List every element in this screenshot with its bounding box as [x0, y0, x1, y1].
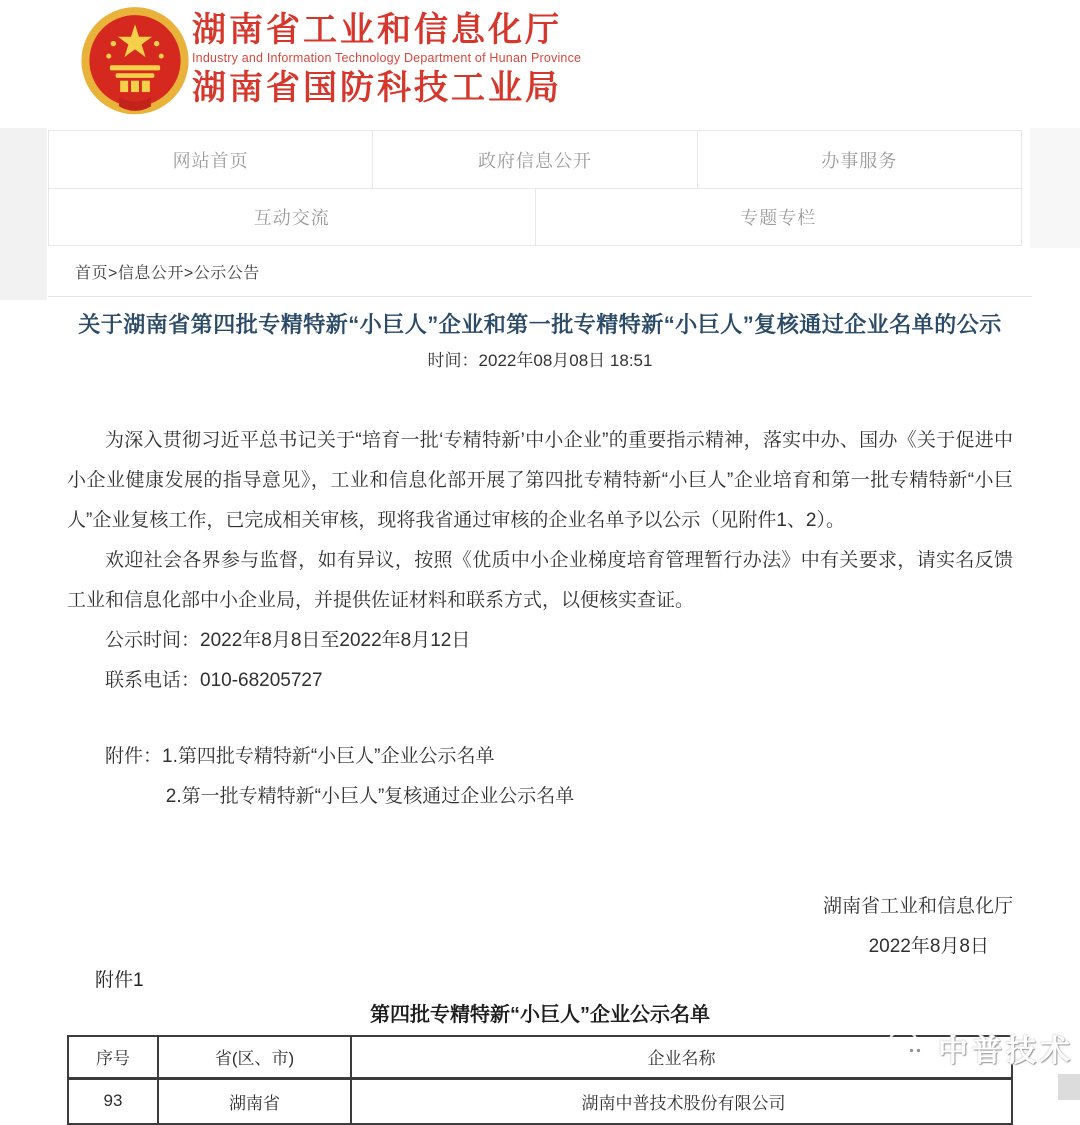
cell-index: 93 — [68, 1078, 158, 1124]
cell-province: 湖南省 — [158, 1078, 351, 1124]
main-nav — [48, 130, 1022, 246]
table-row — [68, 1078, 1012, 1124]
attachment-line-1: 附件：1.第四批专精特新“小巨人”企业公示名单 — [105, 746, 495, 767]
watermark-text: 中普技术 — [938, 1035, 1074, 1068]
attachment-line-2: 2.第一批专精特新“小巨人”复核通过企业公示名单 — [165, 786, 575, 807]
header-cell-company: 企业名称 — [351, 1036, 1012, 1078]
annex-label: 附件1 — [95, 970, 144, 991]
national-emblem-icon — [78, 6, 192, 120]
table-header-row — [68, 1036, 1012, 1078]
signer-org: 湖南省工业和信息化厅 — [822, 896, 1013, 917]
article-title: 关于湖南省第四批专精特新“小巨人”企业和第一批专精特新“小巨人”复核通过企业名单的公示 — [78, 312, 1002, 337]
org-title-block — [192, 10, 581, 109]
contact-phone: 联系电话：010-68205727 — [105, 670, 323, 691]
breadcrumb[interactable]: 首页>信息公开>公示公告 — [75, 265, 260, 282]
nav-row-1 — [49, 131, 1021, 188]
nav-item-special-columns[interactable]: 专题专栏 — [535, 189, 1022, 245]
annex-table-title: 第四批专精特新“小巨人”企业公示名单 — [370, 1004, 710, 1026]
signature-block — [67, 887, 1013, 967]
org-subtitle-en: Industry and Information Technology Department of Hunan Province — [192, 51, 582, 65]
annex-table — [67, 1035, 1013, 1125]
header-cell-index: 序号 — [68, 1036, 158, 1078]
cell-company: 湖南中普技术股份有限公司 — [351, 1078, 1012, 1124]
article — [0, 310, 1080, 1125]
header-cell-province: 省(区、市) — [158, 1036, 351, 1078]
notice-period: 公示时间：2022年8月8日至2022年8月12日 — [105, 630, 471, 651]
sign-date: 2022年8月8日 — [868, 936, 989, 957]
paragraph-2: 欢迎社会各界参与监督，如有异议，按照《优质中小企业梯度培育管理暂行办法》中有关要求，请实名反馈工业和信息化部中小企业局，并提供佐证材料和联系方式，以便核实查证。 — [67, 550, 1013, 611]
nav-item-services[interactable]: 办事服务 — [697, 131, 1021, 188]
nav-item-gov-info[interactable]: 政府信息公开 — [372, 131, 696, 188]
nav-row-2 — [49, 188, 1021, 245]
left-gutter — [0, 128, 47, 300]
breadcrumb-bar — [48, 246, 1032, 297]
attachment-list — [67, 737, 1013, 817]
nav-item-interaction[interactable]: 互动交流 — [253, 208, 330, 228]
paragraph-1: 为深入贯彻习近平总书记关于“培育一批‘专精特新’中小企业”的重要指示精神，落实中办、国办《关于促进中小企业健康发展的指导意见》，工业和信息化部开展了第四批专精特新“小巨人”企业培育和第一批专精特新“小巨人”企业复核工作，已完成相关审核，现将我省通过审核的企业名单予以公示（见附件1、2）。 — [67, 430, 1013, 531]
nav-item-home[interactable]: 网站首页 — [172, 150, 249, 171]
corner-block — [1058, 1074, 1080, 1100]
org-title-2: 湖南省国防科技工业局 — [192, 69, 562, 107]
right-gutter — [1030, 128, 1080, 248]
site-header — [0, 0, 1080, 128]
org-title-1: 湖南省工业和信息化厅 — [192, 11, 562, 49]
article-time: 时间：2022年08月08日 18:51 — [427, 351, 653, 370]
